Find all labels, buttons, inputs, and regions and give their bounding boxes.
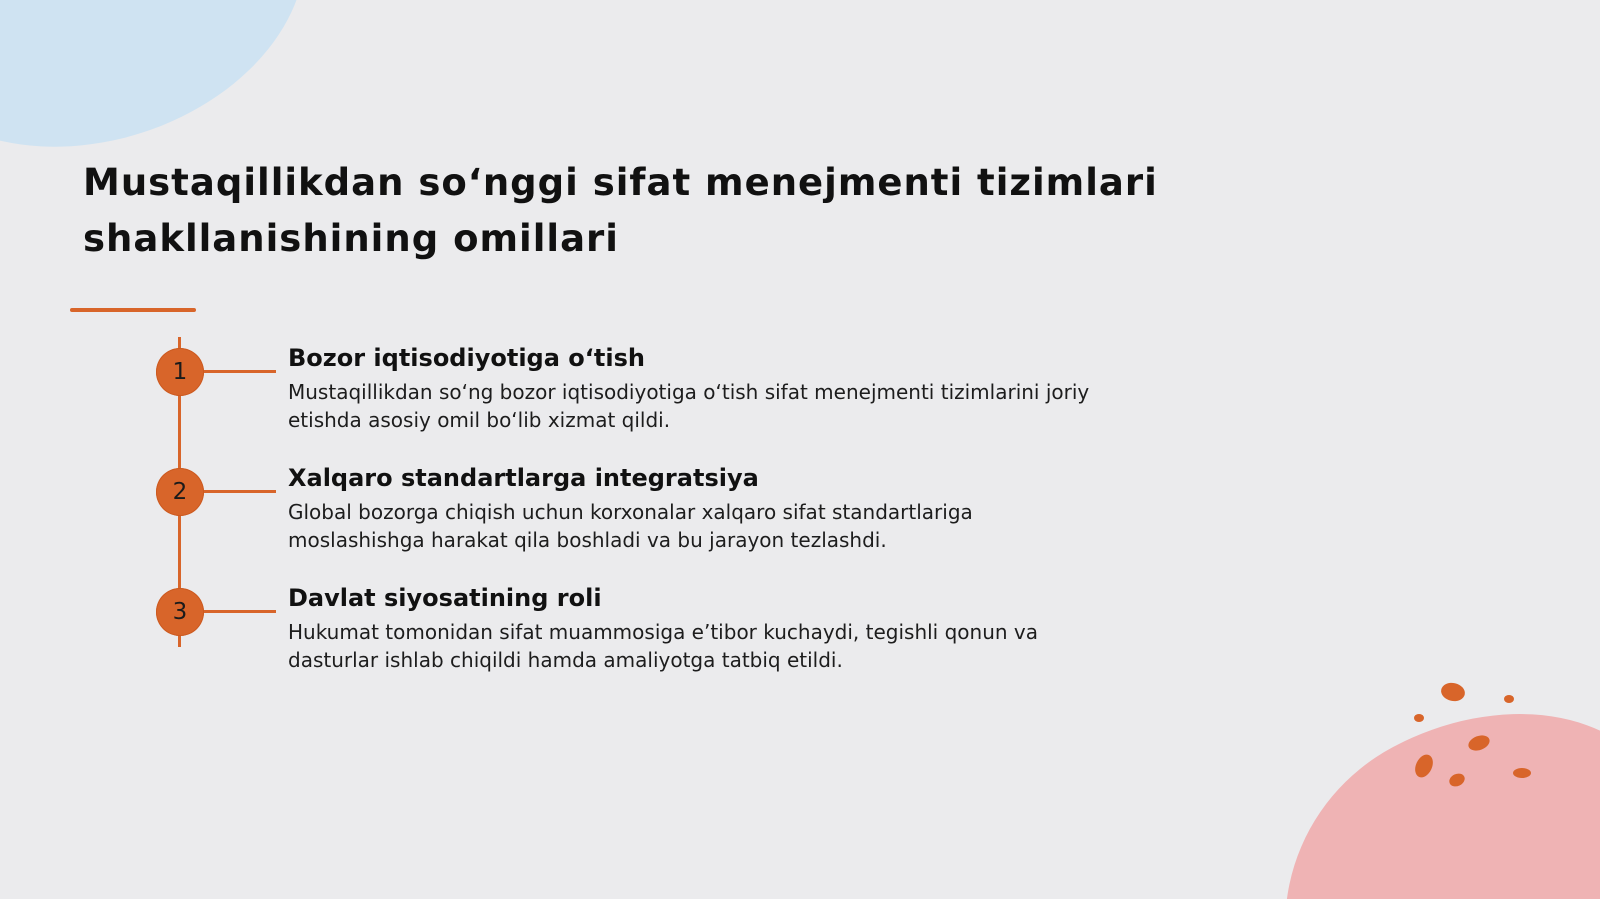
step-heading: Bozor iqtisodiyotiga o‘tish	[288, 344, 645, 372]
step-description: Global bozorga chiqish uchun korxonalar xalqaro sifat standartlariga moslashishga harakat qila boshladi va bu jarayon tezlashdi.	[288, 500, 973, 552]
step-heading: Davlat siyosatining roli	[288, 584, 602, 612]
step-description: Hukumat tomonidan sifat muammosiga e’tibor kuchaydi, tegishli qonun va dasturlar ishlab chiqildi hamda amaliyotga tatbiq etildi.	[288, 620, 1038, 672]
page-title: Mustaqillikdan so‘nggi sifat menejmenti tizimlari shakllanishining omillari	[83, 161, 1158, 260]
title-underline	[70, 308, 196, 312]
step-connector	[200, 490, 276, 493]
step-number-badge: 2	[156, 468, 204, 516]
decorative-paint-splatters	[1400, 675, 1540, 795]
step-number-badge: 1	[156, 348, 204, 396]
step-heading: Xalqaro standartlarga integratsiya	[288, 464, 759, 492]
step-connector	[200, 610, 276, 613]
step-number-badge: 3	[156, 588, 204, 636]
step-description: Mustaqillikdan so‘ng bozor iqtisodiyotiga o‘tish sifat menejmenti tizimlarini joriy etishda asosiy omil bo‘lib xizmat qildi.	[288, 380, 1090, 432]
step-connector	[200, 370, 276, 373]
